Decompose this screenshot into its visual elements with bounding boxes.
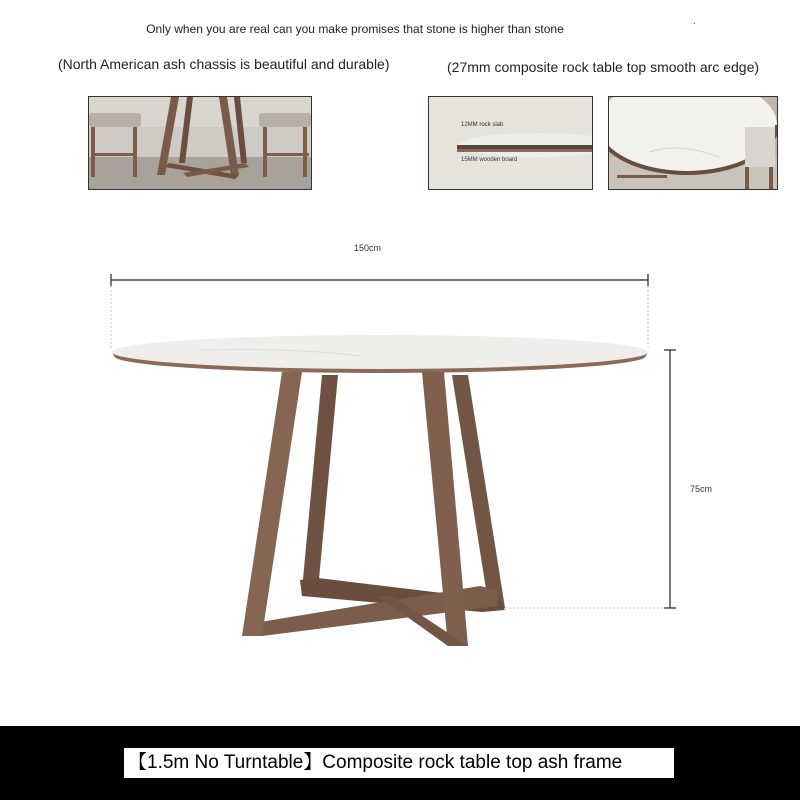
tagline: Only when you are real can you make promises that stone is higher than stone [146, 22, 564, 36]
label-rock-slab: 12MM rock slab [461, 122, 504, 128]
label-wooden-board: 15MM wooden board [461, 157, 518, 163]
stray-mark: . [693, 16, 696, 27]
caption-rock-top: (27mm composite rock table top smooth arc edge) [447, 59, 760, 75]
dimension-height-label: 75cm [690, 484, 713, 494]
dimension-width-label: 150cm [354, 243, 382, 253]
caption-ash-chassis: (North American ash chassis is beautiful and durable) [58, 56, 390, 72]
banner-title: 【1.5m No Turntable】Composite rock table top ash frame [124, 748, 674, 778]
